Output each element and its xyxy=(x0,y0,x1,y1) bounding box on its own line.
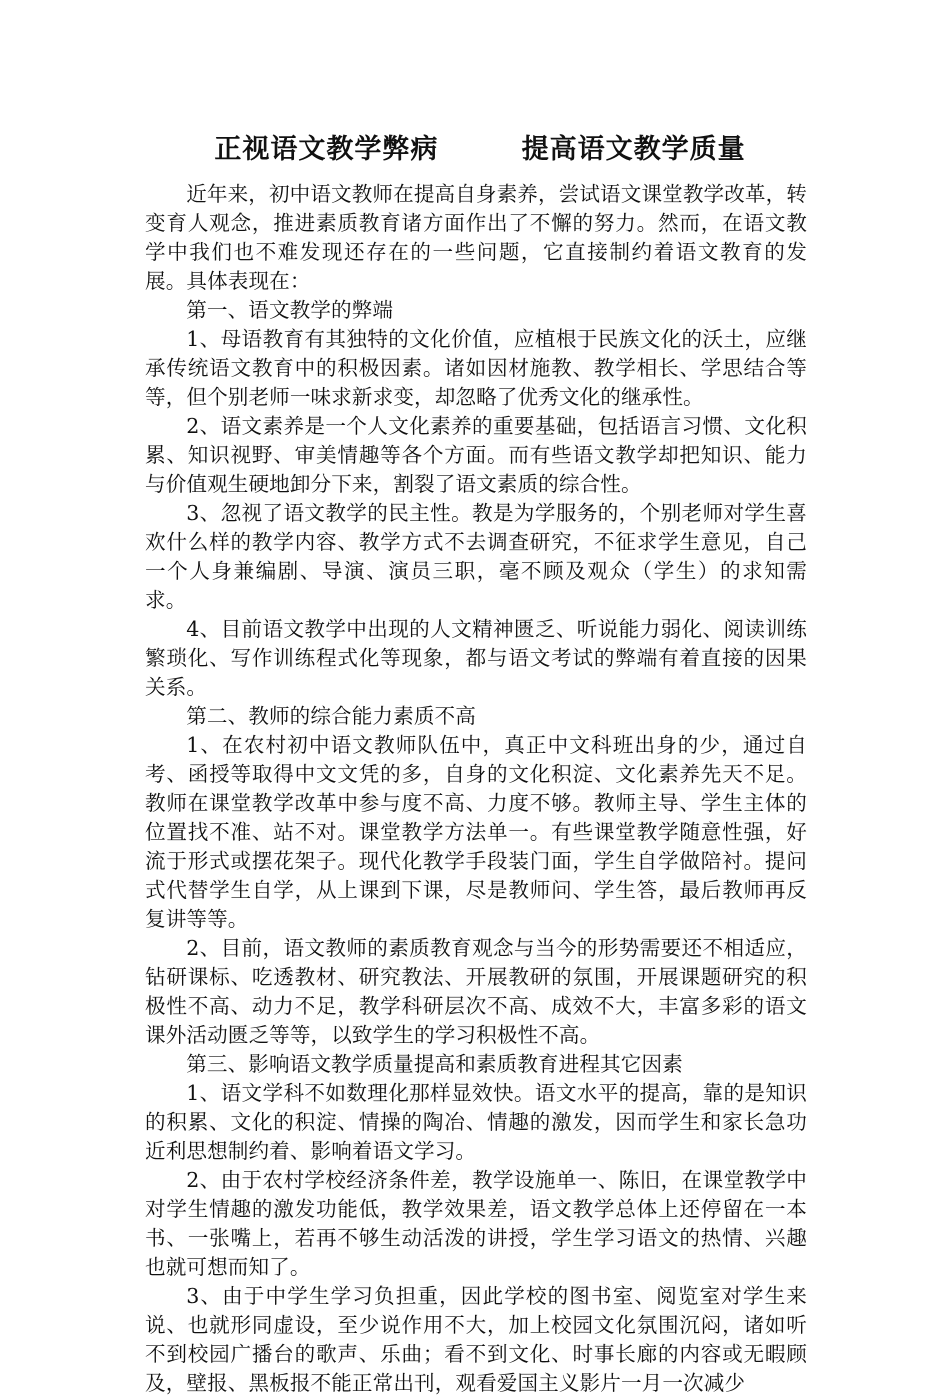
section-heading-3: 第三、影响语文教学质量提高和素质教育进程其它因素 xyxy=(186,1052,683,1076)
paragraph: 3、由于中学生学习负担重，因此学校的图书室、阅览室对学生来说、也就形同虚设，至少说作用不大，加上校园文化氛围沉闷，诸如听不到校园广播台的歌声、乐曲；看不到文化、时事长廊的内容或无暇顾及，壁报、黑板报不能正常出刊，观看爱国主义影片一月一次减少 xyxy=(145,1284,807,1395)
paragraph: 2、语文素养是一个人文化素养的重要基础，包括语言习惯、文化积累、知识视野、审美情趣等各个方面。而有些语文教学却把知识、能力与价值观生硬地卸分下来，割裂了语文素质的综合性。 xyxy=(145,414,807,496)
paragraph: 1、语文学科不如数理化那样显效快。语文水平的提高，靠的是知识的积累、文化的积淀、情操的陶冶、情趣的激发，因而学生和家长急功近利思想制约着、影响着语文学习。 xyxy=(145,1081,807,1163)
document-title: 正视语文教学弊病 提高语文教学质量 xyxy=(214,134,746,165)
paragraph: 2、由于农村学校经济条件差，教学设施单一、陈旧，在课堂教学中对学生情趣的激发功能低，教学效果差，语文教学总体上还停留在一本书、一张嘴上，若再不够生动活泼的讲授，学生学习语文的热情、兴趣也就可想而知了。 xyxy=(145,1168,807,1279)
paragraph: 1、母语教育有其独特的文化价值，应植根于民族文化的沃土，应继承传统语文教育中的积极因素。诸如因材施教、教学相长、学思结合等等，但个别老师一味求新求变，却忽略了优秀文化的继承性。 xyxy=(145,327,807,409)
paragraph: 2、目前，语文教师的素质教育观念与当今的形势需要还不相适应，钻研课标、吃透教材、研究教法、开展教研的氛围，开展课题研究的积极性不高、动力不足，教学科研层次不高、成效不大，丰富多彩的语文课外活动匮乏等等，以致学生的学习积极性不高。 xyxy=(145,936,807,1047)
section-heading-2: 第二、教师的综合能力素质不高 xyxy=(186,704,476,728)
document-page xyxy=(145,128,807,1398)
intro-paragraph: 近年来，初中语文教师在提高自身素养，尝试语文课堂教学改革，转变育人观念，推进素质教育诸方面作出了不懈的努力。然而，在语文教学中我们也不难发现还存在的一些问题，它直接制约着语文教育的发展。具体表现在： xyxy=(145,182,807,293)
paragraph: 4、目前语文教学中出现的人文精神匮乏、听说能力弱化、阅读训练繁琐化、写作训练程式化等现象，都与语文考试的弊端有着直接的因果关系。 xyxy=(145,617,807,699)
document-body xyxy=(145,180,807,1398)
paragraph: 1、在农村初中语文教师队伍中，真正中文科班出身的少，通过自考、函授等取得中文文凭的多，自身的文化积淀、文化素养先天不足。教师在课堂教学改革中参与度不高、力度不够。教师主导、学生主体的位置找不准、站不对。课堂教学方法单一。有些课堂教学随意性强，好流于形式或摆花架子。现代化教学手段装门面，学生自学做陪衬。提问式代替学生自学，从上课到下课，尽是教师问、学生答，最后教师再反复讲等等。 xyxy=(145,733,807,931)
paragraph: 3、忽视了语文教学的民主性。教是为学服务的，个别老师对学生喜欢什么样的教学内容、教学方式不去调查研究，不征求学生意见，自己一个人身兼编剧、导演、演员三职，毫不顾及观众（学生）的求知需求。 xyxy=(145,501,807,612)
section-heading-1: 第一、语文教学的弊端 xyxy=(186,298,394,322)
